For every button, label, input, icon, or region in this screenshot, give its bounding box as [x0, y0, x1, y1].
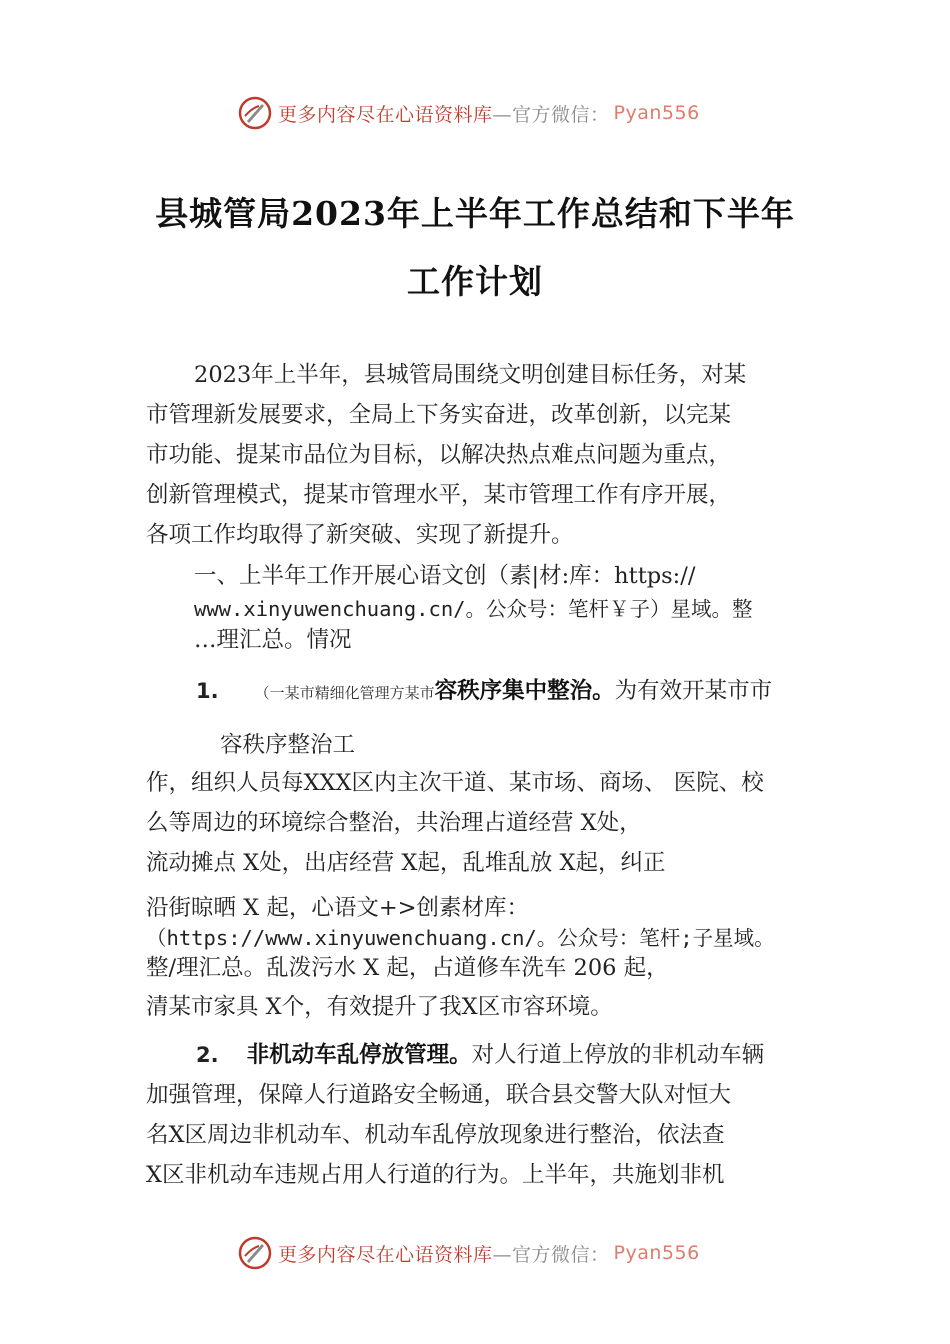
- intro-line-3: 市功能、提某市品位为目标，以解决热点难点问题为重点，: [146, 442, 732, 468]
- item1-line-6: 沿街晾晒 X 起，心语文+>创素材库：: [146, 895, 530, 921]
- intro-line-4: 创新管理模式，提某市管理水平，某市管理工作有序开展，: [146, 482, 732, 508]
- item2-number: 2.: [196, 1043, 219, 1067]
- item1-small-text: （一某市精细化管理方某市: [254, 684, 435, 702]
- item1-line-2: 容秩序整治工: [220, 732, 356, 758]
- document-title: 县城管局2023年上半年工作总结和下半年: [155, 194, 795, 233]
- item1-bold-title: 容秩序集中整治。: [434, 678, 615, 704]
- section1-line-1: 一、上半年工作开展心语文创（素|材:库：https://: [194, 563, 696, 589]
- section1-line-2: www.xinyuwenchuang.cn/。公众号：笔杆￥子）星域。整: [194, 597, 753, 621]
- item1-rest: 为有效开某市市: [614, 678, 773, 704]
- item2-heading: [196, 1040, 764, 1070]
- intro-line-1: 2023年上半年，县城管局围绕文明创建目标任务，对某: [194, 362, 747, 388]
- item1-line-4: 么等周边的环境综合整治，共治理占道经营 X处，: [146, 810, 642, 836]
- item1-line-9: 清某市家具 X个，有效提升了我X区市容环境。: [146, 994, 613, 1020]
- banner-wechat-id: Pyan556: [613, 1242, 700, 1264]
- item1-number: 1.: [196, 679, 219, 703]
- quill-logo-icon: [238, 96, 272, 130]
- banner-site-text: 更多内容尽在心语资料库: [278, 1243, 493, 1266]
- item2-line-3: 名X区周边非机动车、机动车乱停放现象进行整治，依法查: [146, 1122, 725, 1148]
- banner-wechat-label: —官方微信：: [492, 1243, 610, 1266]
- document-title-line2: 工作计划: [407, 262, 543, 301]
- item1-line-8: 整/理汇总。乱泼污水 X 起，占道修车洗车 206 起，: [146, 955, 669, 981]
- banner-wechat-id: Pyan556: [613, 102, 700, 124]
- item1-line-5: 流动摊点 X处，出店经营 X起，乱堆乱放 X起，纠正: [146, 850, 666, 876]
- quill-logo-icon: [238, 1236, 272, 1270]
- section1-line-3: …理汇总。情况: [194, 627, 352, 653]
- banner-wechat-label: —官方微信：: [492, 103, 610, 126]
- item2-rest: 对人行道上停放的非机动车辆: [471, 1042, 765, 1068]
- item2-line-2: 加强管理，保障人行道路安全畅通，联合县交警大队对恒大: [146, 1082, 732, 1108]
- item2-line-4: X区非机动车违规占用人行道的行为。上半年，共施划非机: [146, 1162, 725, 1188]
- item1-line-7: （https://www.xinyuwenchuang.cn/。公众号：笔杆;子星域。: [146, 926, 775, 950]
- item1-heading: [196, 676, 772, 708]
- intro-line-5: 各项工作均取得了新突破、实现了新提升。: [146, 522, 574, 548]
- footer-banner: [238, 1236, 738, 1270]
- header-banner: [238, 96, 738, 130]
- intro-line-2: 市管理新发展要求，全局上下务实奋进，改革创新，以完某: [146, 402, 732, 428]
- item2-bold-title: 非机动车乱停放管理。: [246, 1042, 472, 1068]
- banner-site-text: 更多内容尽在心语资料库: [278, 103, 493, 126]
- item1-line-3: 作，组织人员每XXX区内主次干道、某市场、商场、 医院、校: [146, 770, 764, 796]
